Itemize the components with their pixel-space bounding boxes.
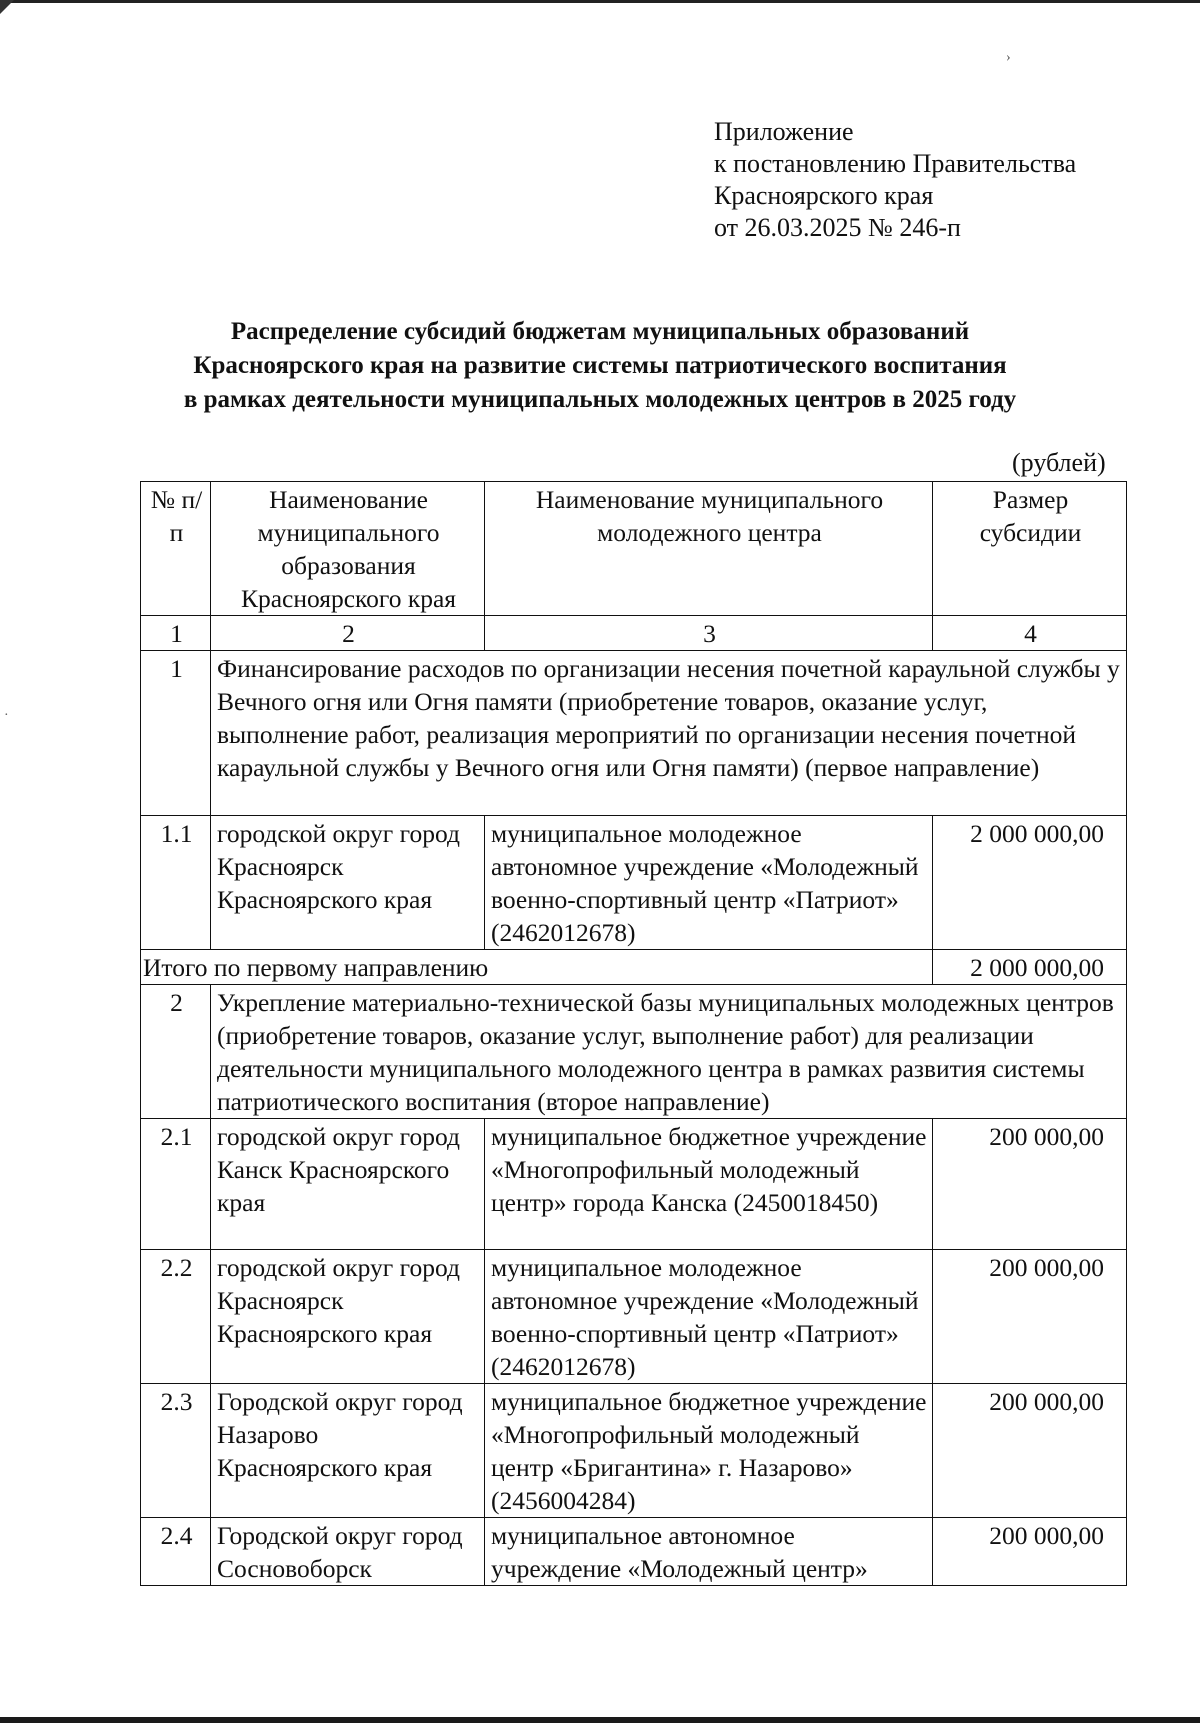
header-amount: Размер субсидии — [933, 482, 1127, 616]
row-num: 2.2 — [141, 1250, 211, 1384]
table-row — [141, 1119, 1127, 1250]
section-row — [141, 985, 1127, 1119]
row-amount: 200 000,00 — [933, 1384, 1127, 1518]
table-row — [141, 1518, 1127, 1586]
scan-corner — [0, 0, 14, 14]
row-amount: 200 000,00 — [933, 1518, 1127, 1586]
table-row — [141, 1384, 1127, 1518]
scan-speck: · — [4, 708, 9, 723]
column-number: 2 — [211, 616, 485, 651]
appendix-line: Красноярского края — [714, 181, 934, 210]
row-amount: 200 000,00 — [933, 1250, 1127, 1384]
section-num: 2 — [141, 985, 211, 1119]
total-label: Итого по первому направлению — [141, 950, 933, 985]
title-line: Распределение субсидий бюджетам муниципальных образований — [230, 318, 970, 345]
row-num: 2.4 — [141, 1518, 211, 1586]
row-municipality: городской округ город Красноярск Красноярского края — [211, 1250, 485, 1384]
units-label: (рублей) — [1012, 448, 1106, 477]
section-num: 1 — [141, 651, 211, 816]
header-municipality: Наименование муниципального образования Красноярского края — [211, 482, 485, 616]
header-num: № п/п — [141, 482, 211, 616]
row-num: 2.3 — [141, 1384, 211, 1518]
appendix-line: к постановлению Правительства — [714, 149, 1077, 178]
row-municipality: Городской округ город Сосновоборск — [211, 1518, 485, 1586]
column-number: 4 — [933, 616, 1127, 651]
scan-edge-top — [0, 0, 1200, 3]
column-numbers-row — [141, 616, 1127, 651]
table-row — [141, 816, 1127, 950]
row-center: муниципальное бюджетное учреждение «Многопрофильный молодежный центр» города Канска (2450018450) — [485, 1119, 933, 1250]
column-number: 1 — [141, 616, 211, 651]
column-number: 3 — [485, 616, 933, 651]
appendix-line: от 26.03.2025 № 246-п — [714, 213, 961, 242]
row-num: 1.1 — [141, 816, 211, 950]
total-row — [141, 950, 1127, 985]
section-text: Финансирование расходов по организации несения почетной караульной службы у Вечного огня или Огня памяти (приобретение товаров, оказание услуг, выполнение работ, реализация мероприятий по организации несения почетной караульной службы у Вечного огня или Огня памяти) (первое направление) — [211, 651, 1127, 816]
subsidies-table — [140, 481, 1127, 1586]
scan-edge-bottom — [0, 1717, 1200, 1723]
total-amount: 2 000 000,00 — [933, 950, 1127, 985]
title-line: Красноярского края на развитие системы патриотического воспитания — [193, 352, 1007, 379]
row-center: муниципальное бюджетное учреждение «Многопрофильный молодежный центр «Бригантина» г. Назарово» (2456004284) — [485, 1384, 933, 1518]
row-municipality: городской округ город Красноярск Красноярского края — [211, 816, 485, 950]
row-center: муниципальное молодежное автономное учреждение «Молодежный военно-спортивный центр «Патриот» (2462012678) — [485, 1250, 933, 1384]
row-center: муниципальное автономное учреждение «Молодежный центр» — [485, 1518, 933, 1586]
document-title — [100, 315, 1100, 417]
scan-speck: › — [1006, 50, 1011, 65]
section-row — [141, 651, 1127, 816]
table-row — [141, 1250, 1127, 1384]
row-center: муниципальное молодежное автономное учреждение «Молодежный военно-спортивный центр «Патриот» (2462012678) — [485, 816, 933, 950]
header-center: Наименование муниципального молодежного центра — [485, 482, 933, 616]
appendix-line: Приложение — [714, 117, 854, 146]
title-line: в рамках деятельности муниципальных молодежных центров в 2025 году — [183, 386, 1017, 413]
appendix-block — [714, 116, 1076, 244]
row-amount: 200 000,00 — [933, 1119, 1127, 1250]
row-municipality: Городской округ город Назарово Красноярского края — [211, 1384, 485, 1518]
row-municipality: городской округ город Канск Красноярского края — [211, 1119, 485, 1250]
section-text: Укрепление материально-технической базы муниципальных молодежных центров (приобретение товаров, оказание услуг, выполнение работ) для реализации деятельности муниципального молодежного центра в рамках развития системы патриотического воспитания (второе направление) — [211, 985, 1127, 1119]
table-header-row — [141, 482, 1127, 616]
row-amount: 2 000 000,00 — [933, 816, 1127, 950]
row-num: 2.1 — [141, 1119, 211, 1250]
